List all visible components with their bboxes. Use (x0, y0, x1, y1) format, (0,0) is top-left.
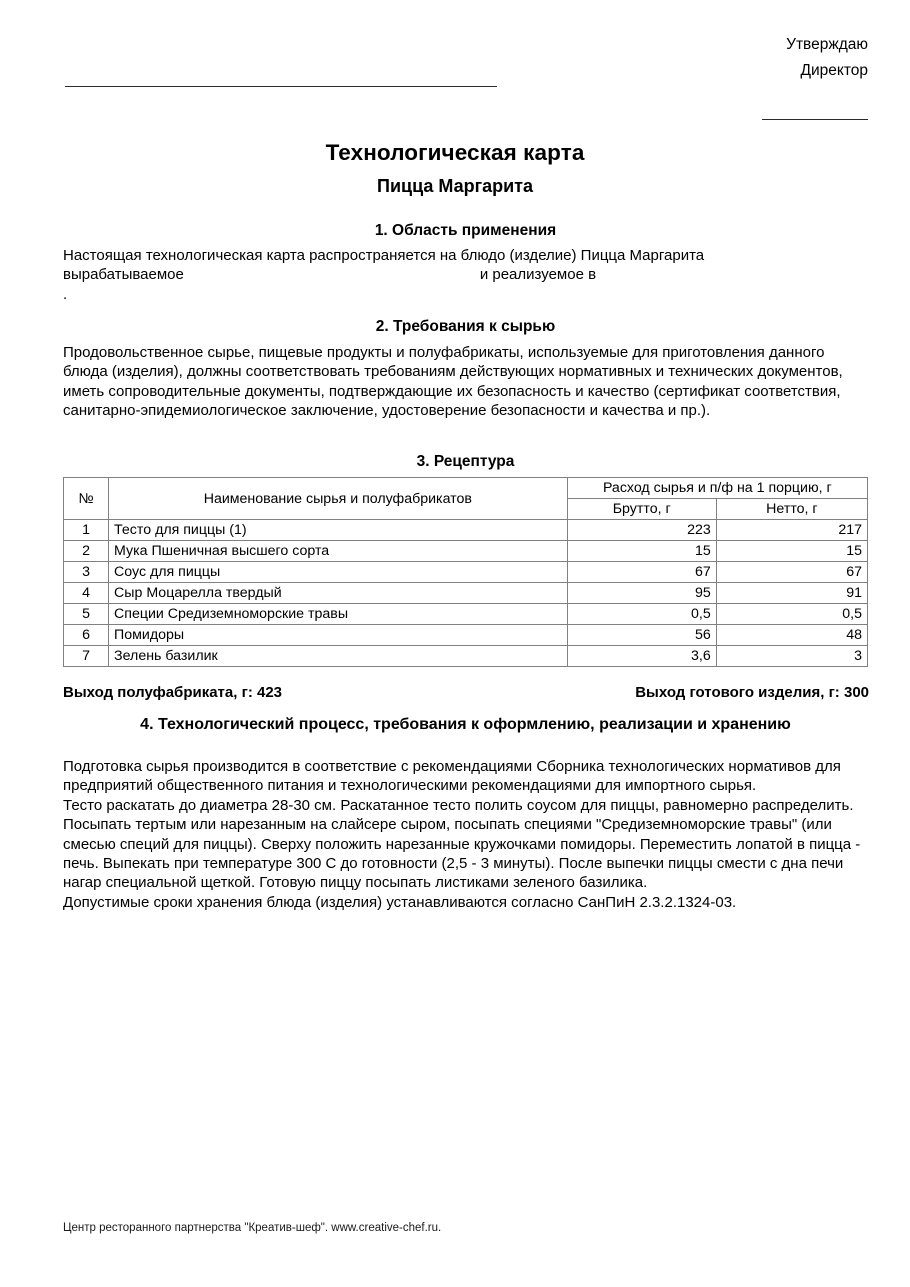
cell-ingredient-name: Специи Средиземноморские травы (109, 604, 568, 625)
cell-brutto: 3,6 (567, 646, 716, 667)
approval-block (568, 32, 868, 84)
cell-number: 4 (64, 583, 109, 604)
cell-ingredient-name: Тесто для пиццы (1) (109, 520, 568, 541)
cell-number: 3 (64, 562, 109, 583)
section-4-paragraph-3: Допустимые сроки хранения блюда (изделия) устанавливаются согласно СанПиН 2.3.2.1324-03. (63, 893, 737, 911)
header-consumption-group: Расход сырья и п/ф на 1 порцию, г (567, 478, 867, 499)
cell-netto: 67 (716, 562, 867, 583)
semifinished-yield: Выход полуфабриката, г: 423 (63, 684, 283, 701)
cell-number: 1 (64, 520, 109, 541)
table-header-row-1 (64, 478, 868, 499)
section-1-line-3: . (63, 285, 68, 303)
header-number: № (64, 478, 109, 520)
approval-label: Утверждаю (786, 36, 868, 53)
cell-number: 6 (64, 625, 109, 646)
cell-number: 2 (64, 541, 109, 562)
page-title: Технологическая карта (325, 140, 585, 165)
page-footer: Центр ресторанного партнерства "Креатив-шеф". www.creative-chef.ru. (63, 1222, 442, 1234)
cell-brutto: 56 (567, 625, 716, 646)
cell-ingredient-name: Помидоры (109, 625, 568, 646)
section-1-body (63, 246, 868, 304)
table-row (64, 562, 868, 583)
signature-line (762, 119, 868, 120)
recipe-table (63, 477, 868, 667)
section-4-body (63, 757, 868, 912)
table-row (64, 646, 868, 667)
approver-role-label: Директор (800, 62, 868, 79)
page-subtitle: Пицца Маргарита (377, 176, 533, 196)
cell-ingredient-name: Зелень базилик (109, 646, 568, 667)
section-1-heading: 1. Область применения (374, 222, 557, 239)
cell-netto: 3 (716, 646, 867, 667)
organization-line (65, 86, 497, 87)
section-1-line-2 (63, 265, 868, 284)
section-2-body (63, 343, 868, 421)
cell-netto: 15 (716, 541, 867, 562)
cell-netto: 48 (716, 625, 867, 646)
cell-netto: 0,5 (716, 604, 867, 625)
section-3-heading: 3. Рецептура (416, 453, 515, 470)
section-4-paragraph-2: Тесто раскатать до диаметра 28-30 см. Раскатанное тесто полить соусом для пиццы, равномерно распределить. Посыпать тертым или нарезанным на слайсере сыром, посыпать специями "Средиземноморские травы" (или смесью специй для пиццы). Сверху положить нарезанные кружочками помидоры. Переместить лопатой в пицца - печь. Выпекать при температуре 300 С до готовности (2,5 - 3 минуты). После выпечки пиццы смести с дна печи нагар специальной щеткой. Готовую пиццу посыпать листиками зеленого базилика. (63, 796, 861, 892)
cell-netto: 91 (716, 583, 867, 604)
section-1-line-1: Настоящая технологическая карта распространяется на блюдо (изделие) Пицца Маргарита (63, 247, 705, 264)
header-netto: Нетто, г (716, 499, 867, 520)
table-row (64, 541, 868, 562)
section-2-heading: 2. Требования к сырью (375, 318, 556, 335)
recipe-table-head (64, 478, 868, 520)
sold-at-label: и реализуемое в (479, 266, 597, 284)
recipe-table-body (64, 520, 868, 667)
cell-netto: 217 (716, 520, 867, 541)
yield-row (63, 684, 869, 701)
table-row (64, 520, 868, 541)
finished-yield: Выход готового изделия, г: 300 (635, 684, 869, 701)
cell-brutto: 15 (567, 541, 716, 562)
table-row (64, 604, 868, 625)
cell-ingredient-name: Мука Пшеничная высшего сорта (109, 541, 568, 562)
cell-brutto: 95 (567, 583, 716, 604)
header-brutto: Брутто, г (567, 499, 716, 520)
cell-ingredient-name: Сыр Моцарелла твердый (109, 583, 568, 604)
cell-brutto: 67 (567, 562, 716, 583)
table-row (64, 625, 868, 646)
section-2-paragraph: Продовольственное сырье, пищевые продукты и полуфабрикаты, используемые для приготовления данного блюда (изделия), должны соответствовать требованиям действующих нормативных и технических документов, иметь сопроводительные документы, подтверждающие их безопасность и качество (сертификат соответствия, санитарно-эпидемиологическое заключение, удостоверение безопасности и качества и пр.). (63, 344, 843, 420)
cell-brutto: 223 (567, 520, 716, 541)
cell-number: 7 (64, 646, 109, 667)
header-ingredient-name: Наименование сырья и полуфабрикатов (109, 478, 568, 520)
cell-brutto: 0,5 (567, 604, 716, 625)
cell-ingredient-name: Соус для пиццы (109, 562, 568, 583)
section-4-heading: 4. Технологический процесс, требования к оформлению, реализации и хранению (140, 716, 791, 733)
table-row (64, 583, 868, 604)
section-4-paragraph-1: Подготовка сырья производится в соответствие с рекомендациями Сборника технологических нормативов для предприятий общественного питания и технологическими рекомендациями для импортного сырья. (63, 758, 841, 795)
cell-number: 5 (64, 604, 109, 625)
produced-by-label: вырабатываемое (63, 266, 184, 284)
produced-by-blank (184, 265, 480, 284)
